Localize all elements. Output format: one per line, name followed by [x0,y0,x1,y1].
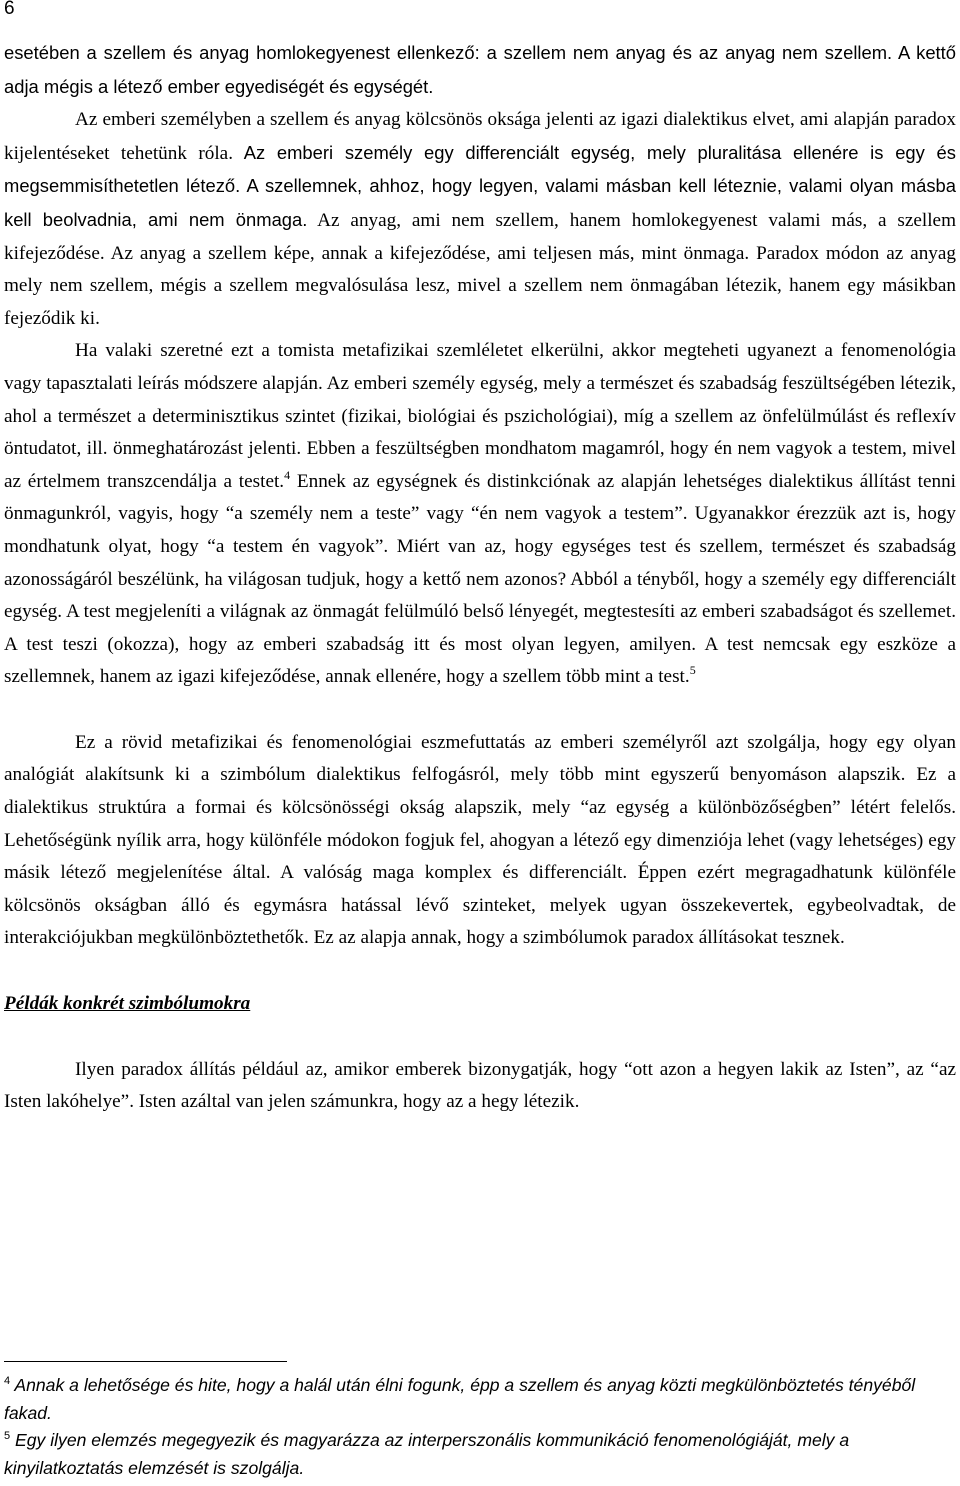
paragraph-spacer [4,1021,956,1054]
text-segment: Ez a rövid metafizikai és fenomenológiai eszmefuttatás az emberi személyről azt szolgálja, hogy egy olyan analógiát alakítsunk ki a szimbólum dialektikus felfogásról, mely több mint egyszerű benyomáson alapszik. Ez a dialektikus struktúra a formai és kölcsönösségi okság alapszik, mely “az egység a különbözőségben” létért felelős. Lehetőségünk nyílik arra, hogy különféle módokon fogjuk fel, ahogyan a létező egy dimenziója lehet (vagy lehetséges) egy másik létező megjelenítése által. A valóság maga komplex és differenciált. Éppen ezért megragadhatunk különféle kölcsönös okságban álló és egymásra hatással lévő szinteket, melyek ugyan összekevertek, egybeolvadtak, de interakciójukban megkülönböztethetők. Ez az alapja annak, hogy a szimbólumok paradox állításokat tesznek. [4,731,956,949]
page-number: 6 [4,0,15,19]
footnote-number: 4 [4,1375,11,1387]
footnote-divider [4,1361,287,1362]
footnote-text: Annak a lehetősége és hite, hogy a halál után élni fogunk, épp a szellem és anyag közti megkülönböztetés tényéből fakad. [4,1375,916,1423]
text-segment: Az anyag a szellem képe, annak a kifejeződése, ami teljesen más, mint önmaga. [104,242,750,264]
text-segment: esetében a szellem és anyag homlokegyenest ellenkező: a szellem nem anyag és az anyag nem szellem. A kettő adja mégis a létező ember egyediségét és egységét. [4,42,956,97]
text-segment: Az emberi személyben a szellem és anyag kölcsönös oksága jelenti az igazi dialektikus elvet, ami alapján paradox kijelentéseket tehetünk róla. [4,109,956,164]
footnote-number: 5 [4,1430,11,1442]
footnote-reference: 5 [689,663,696,678]
footnotes [4,1372,956,1482]
text-segment: Ha valaki szeretné ezt a tomista metafizikai szemléletet elkerülni, akkor megteheti ugyanezt a fenomenológia vagy tapasztalati leírás módszere alapján. Az emberi személy egység, mely a természet és szabadság feszültségében létezik, ahol a természet a determinisztikus szintet (fizikai, biológiai és pszichológiai), míg a szellem az önfelülmúlást és reflexív öntudatot, ill. önmeghatározást jelenti. Ebben a feszültségben mondhatom magamról, hogy én nem vagyok a testem, mivel az értelmem transzcendálja a testet. [4,340,956,492]
text-segment: Az emberi személy egy differenciált egység, mely pluralitása ellenére is egy és megsemmisíthetetlen létező. [4,141,956,197]
paragraph-spacer [4,955,956,988]
footnote [4,1427,956,1482]
paragraph [4,37,956,104]
footnote-reference: 4 [284,467,291,482]
text-segment: Paradox módon az anyag mely nem szellem, mégis a szellem megvalósulása lesz, mivel a szellem nem önmagában létezik, hanem egy másikban fejeződik ki. [4,242,956,329]
text-segment: Ennek az egységnek és distinkciónak az alapján lehetséges dialektikus állítást tenni önmagunkról, vagyis, hogy “a személy nem a teste” vagy “én nem vagyok a testem”. Ugyanakkor érezzük azt is, hogy mondhatunk olyat, hogy “a testem én vagyok”. Miért van az, hogy egységes test és szellem, természet és szabadság azonosságáról beszélünk, ha világosan tudjuk, hogy a kettő nem azonos? Abból a tényből, hogy a személy egy differenciált egység. A test megjeleníti a világnak az önmagát felülmúló belső lényegét, megtestesíti az emberi szabadságot és szellemet. A test teszi (okozza), hogy az emberi szabadság itt és most olyan legyen, amilyen. A test nemcsak egy eszköze a szellemnek, hanem az igazi kifejeződése, annak ellenére, hogy a szellem több mint a test. [4,470,956,688]
body-text [4,37,956,1119]
paragraph [4,104,956,335]
footnote-text: Egy ilyen elemzés megegyezik és magyarázza az interperszonális kommunikáció fenomenológiáját, mely a kinyilatkoztatás elemzését is szolgálja. [4,1430,850,1478]
text-segment: Az anyag, ami nem szellem, hanem homlokegyenest valami más, a szellem kifejeződése. [4,209,956,264]
section-heading: Példák konkrét szimbólumokra [4,993,251,1015]
text-segment: Ilyen paradox állítás például az, amikor emberek bizonygatják, hogy “ott azon a hegyen lakik az Isten”, az “az Isten lakóhelye”. Isten azáltal van jelen számunkra, hogy az a hegy létezik. [4,1058,956,1113]
paragraph [4,727,956,955]
text-segment: A szellemnek, ahhoz, hogy legyen, valami másban kell léteznie, valami olyan másba kell beolvadnia, ami nem önmaga. [4,175,956,230]
footnote [4,1372,956,1427]
paragraph [4,335,956,694]
paragraph [4,1054,956,1119]
paragraph-spacer [4,694,956,727]
